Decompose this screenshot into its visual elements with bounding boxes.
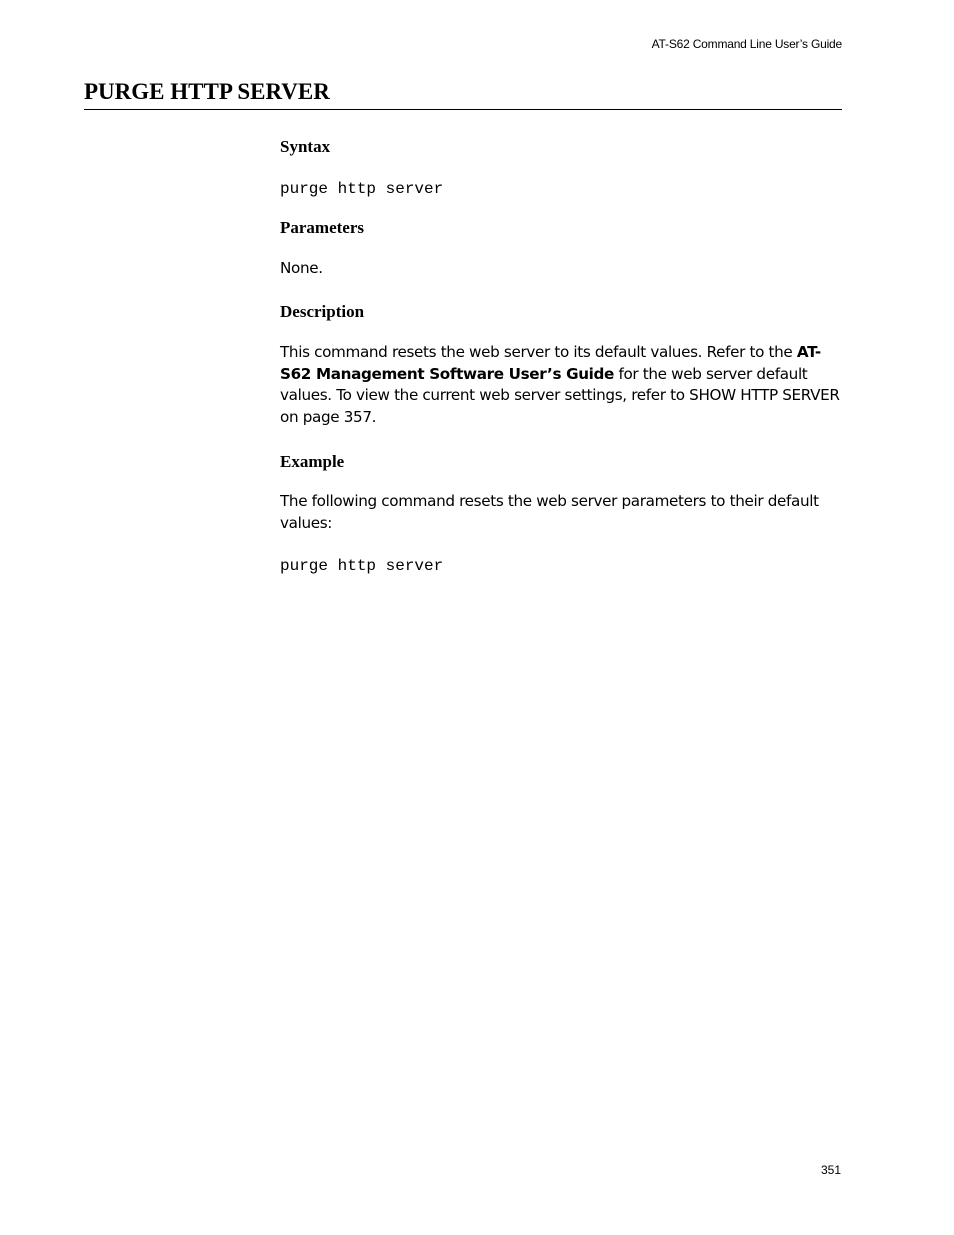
syntax-command: purge http server [280, 180, 444, 198]
example-text: The following command resets the web server parameters to their default values: [280, 492, 819, 532]
parameters-text: None. [280, 259, 323, 277]
parameters-heading: Parameters [280, 218, 365, 237]
example-heading: Example [280, 452, 345, 471]
page-title: PURGE HTTP SERVER [84, 79, 330, 104]
example-command: purge http server [280, 557, 444, 575]
description-heading: Description [280, 302, 365, 321]
description-text-start: This command resets the web server to its default values. Refer to the [280, 343, 797, 361]
running-header: AT-S62 Command Line User’s Guide [651, 37, 842, 51]
syntax-heading: Syntax [280, 137, 331, 156]
page-number: 351 [820, 1163, 841, 1177]
title-rule [84, 109, 842, 110]
guide-reference: AT-S62 Management Software User’s Guide [280, 343, 821, 383]
description-text [280, 342, 840, 428]
description-text-end: for the web server default values. To view the current web server settings, refer to SHOW HTTP SERVER on page 357. [280, 364, 840, 426]
